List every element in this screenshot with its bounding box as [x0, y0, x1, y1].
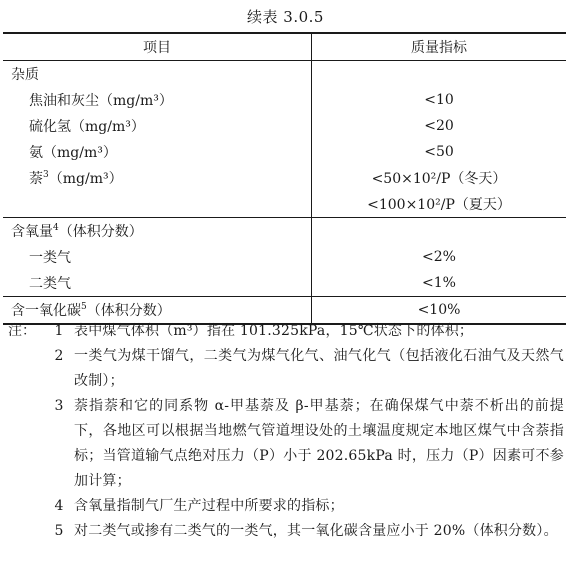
row-item: 一类气	[3, 244, 312, 270]
row-item: 杂质	[3, 61, 312, 88]
note-number: 1	[54, 323, 64, 339]
table-row	[3, 191, 566, 218]
note-text: 萘指萘和它的同系物 α-甲基萘及 β-甲基萘；在确保煤气中萘不析出的前提下，各地区可以根据当地燃气管道埋设处的土壤温度规定本地区煤气中含萘指标；当管道输气点绝对压力（P）小于 202.65kPa 时，压力（P）因素可不参加计算；	[74, 398, 564, 489]
row-value: <2%	[422, 249, 456, 265]
table-row	[3, 113, 566, 139]
row-value: <10%	[312, 297, 567, 325]
note-number: 2	[54, 348, 64, 364]
row-value	[312, 61, 567, 88]
note-item	[8, 344, 564, 394]
row-item: 氨（mg/m³）	[3, 139, 312, 165]
note-number: 5	[54, 523, 64, 539]
item-unit: （mg/m³）	[48, 171, 123, 187]
notes-section	[8, 319, 564, 544]
row-item: 焦油和灰尘（mg/m³）	[3, 87, 312, 113]
header-item: 项目	[3, 33, 312, 61]
item-unit: （体积分数）	[86, 303, 171, 319]
row-item: 硫化氢（mg/m³）	[3, 113, 312, 139]
row-value	[312, 218, 567, 245]
row-item	[3, 218, 312, 245]
note-item	[8, 494, 564, 519]
table-row	[3, 87, 566, 113]
header-quality-index: 质量指标	[312, 33, 567, 61]
table-row	[3, 61, 566, 88]
row-value: <20	[424, 118, 454, 134]
note-text: 表中煤气体积（m³）指在 101.325kPa，15℃状态下的体积；	[74, 323, 474, 339]
note-text: 一类气为煤干馏气，二类气为煤气化气、油气化气（包括液化石油气及天然气改制）；	[74, 348, 564, 389]
footnote-ref: 3	[43, 170, 49, 180]
row-item	[3, 165, 312, 191]
row-value: <50	[424, 144, 454, 160]
note-item	[8, 519, 564, 544]
notes-lead: 注：	[8, 323, 36, 339]
note-number: 3	[54, 398, 64, 414]
row-value: <100×10²/P（夏天）	[312, 191, 567, 218]
note-number: 4	[54, 498, 64, 514]
table-row	[3, 165, 566, 191]
table-row	[3, 218, 566, 245]
table-row	[3, 139, 566, 165]
item-unit: （体积分数）	[58, 224, 143, 240]
quality-spec-table	[3, 32, 566, 325]
item-label: 萘	[29, 171, 43, 187]
row-value: <50×10²/P（冬天）	[371, 171, 507, 187]
table-header-row	[3, 33, 566, 61]
footnote-ref: 5	[81, 302, 87, 312]
row-item	[3, 191, 312, 218]
note-item	[8, 319, 564, 344]
note-text: 对二类气或掺有二类气的一类气，其一氧化碳含量应小于 20%（体积分数）。	[74, 523, 558, 539]
row-value: <10	[424, 92, 454, 108]
note-item	[8, 394, 564, 494]
footnote-ref: 4	[53, 223, 59, 233]
item-label: 含一氧化碳	[11, 303, 81, 319]
table-row	[3, 270, 566, 297]
item-label: 含氧量	[11, 224, 53, 240]
note-text: 含氧量指制气厂生产过程中所要求的指标；	[74, 498, 344, 514]
row-value: <1%	[312, 270, 567, 297]
row-item: 二类气	[3, 270, 312, 297]
table-row	[3, 244, 566, 270]
table-title: 续表 3.0.5	[247, 8, 324, 26]
